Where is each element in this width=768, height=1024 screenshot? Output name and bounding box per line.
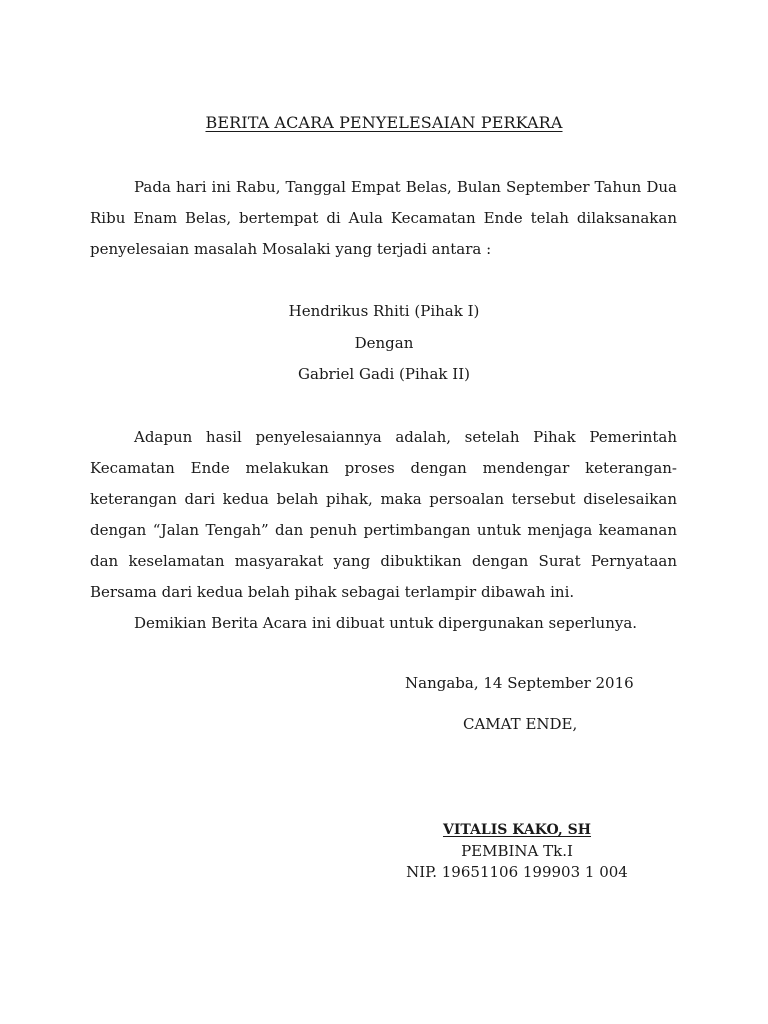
official-position: CAMAT ENDE, bbox=[463, 715, 578, 733]
party-connector: Dengan bbox=[354, 333, 414, 352]
signature-block bbox=[400, 820, 634, 883]
document-title: BERITA ACARA PENYELESAIAN PERKARA bbox=[205, 113, 563, 132]
signatory-rank: PEMBINA Tk.I bbox=[461, 842, 573, 860]
party-1: Hendrikus Rhiti (Pihak I) bbox=[288, 302, 480, 320]
signatory-name: VITALIS KAKO, SH bbox=[442, 822, 592, 838]
result-paragraph: Adapun hasil penyelesaiannya adalah, setelah Pihak Pemerintah Kecamatan Ende melakukan proses dengan mendengar keterangan-keterangan dari kedua belah pihak, maka persoalan tersebut diselesaikan dengan “Jalan Tengah” dan penuh pertimbangan untuk menjaga keamanan dan keselamatan masyarakat yang dibuktikan dengan Surat Pernyataan Bersama dari kedua belah pihak sebagai terlampir dibawah ini. bbox=[90, 428, 677, 601]
place-date: Nangaba, 14 September 2016 bbox=[405, 674, 634, 692]
opening-paragraph: Pada hari ini Rabu, Tanggal Empat Belas, Bulan September Tahun Dua Ribu Enam Belas, bertempat di Aula Kecamatan Ende telah dilaksanakan penyelesaian masalah Mosalaki yang terjadi antara : bbox=[90, 178, 677, 258]
closing-sentence: Demikian Berita Acara ini dibuat untuk dipergunakan seperlunya. bbox=[134, 614, 638, 632]
party-2: Gabriel Gadi (Pihak II) bbox=[298, 365, 470, 383]
signatory-nip: NIP. 19651106 199903 1 004 bbox=[406, 863, 628, 881]
parties-block bbox=[0, 296, 768, 391]
